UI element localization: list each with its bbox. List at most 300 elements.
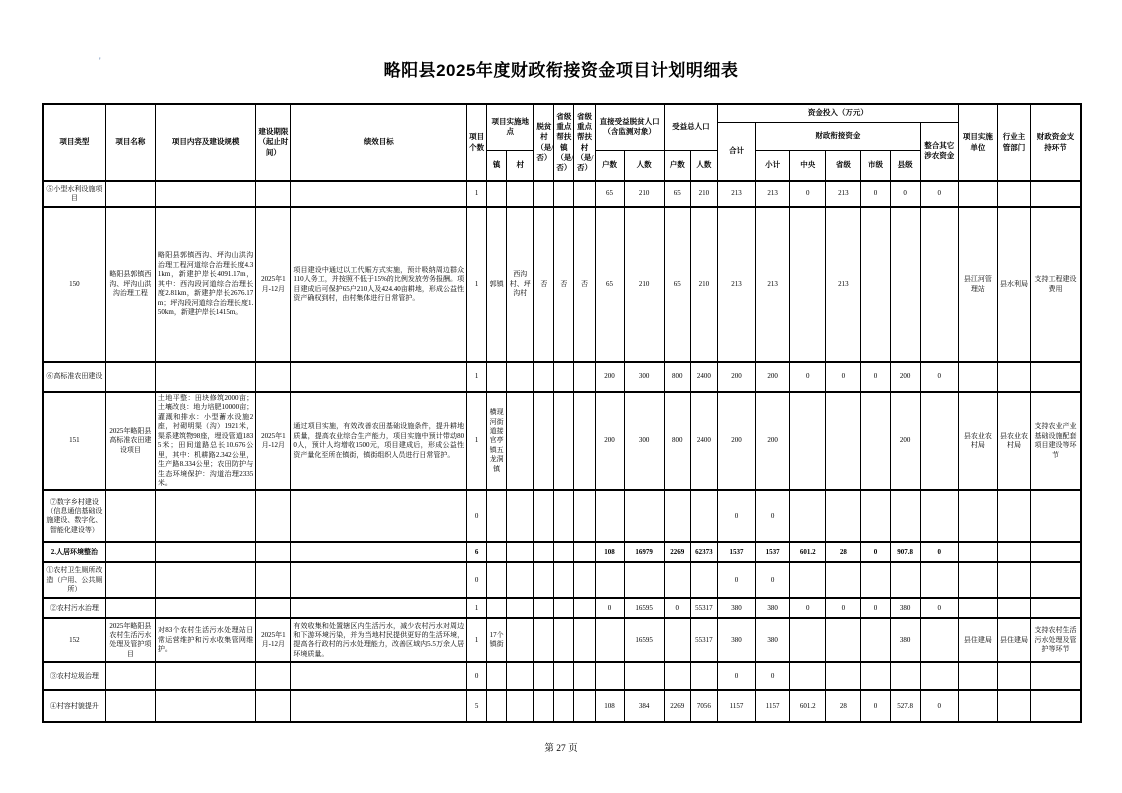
table-cell: 907.8 (890, 542, 920, 562)
table-cell (574, 618, 595, 662)
table-cell: 2025年1月-12月 (256, 392, 291, 490)
table-cell: 527.8 (890, 690, 920, 722)
table-cell (487, 362, 507, 392)
table-cell (534, 181, 554, 207)
table-cell (826, 392, 861, 490)
table-row (43, 618, 1081, 662)
table-cell (554, 618, 574, 662)
table-cell: 0 (861, 181, 890, 207)
table-cell (861, 662, 890, 690)
table-cell: 0 (826, 598, 861, 618)
table-cell (554, 562, 574, 598)
table-cell: 1537 (717, 542, 755, 562)
table-cell (997, 690, 1030, 722)
table-cell: 384 (624, 690, 664, 722)
table-cell: 县农业农村局 (958, 392, 997, 490)
table-cell: 200 (890, 362, 920, 392)
table-cell (790, 207, 826, 362)
table-row (43, 562, 1081, 598)
table-cell (554, 598, 574, 618)
table-cell (861, 392, 890, 490)
table-row (43, 392, 1081, 490)
col-header-direct-people: 人数 (624, 150, 664, 181)
table-cell (155, 662, 255, 690)
col-header-project-name: 项目名称 (105, 104, 155, 181)
table-cell: 213 (826, 207, 861, 362)
col-header-key-village: 省级重点帮扶村（是/否） (574, 104, 595, 181)
table-cell: 0 (467, 562, 487, 598)
table-cell: 200 (717, 362, 755, 392)
table-cell (826, 662, 861, 690)
col-header-dept: 行业主管部门 (997, 104, 1030, 181)
table-cell: 28 (826, 542, 861, 562)
table-cell (1031, 690, 1081, 722)
table-cell (595, 562, 624, 598)
table-cell (155, 542, 255, 562)
table-cell: 略阳县郭镇西沟、坪沟山洪沟治理工程 (105, 207, 155, 362)
table-cell (890, 662, 920, 690)
table-cell (291, 362, 467, 392)
table-row (43, 598, 1081, 618)
table-cell (790, 618, 826, 662)
table-cell (256, 362, 291, 392)
table-cell: 16979 (624, 542, 664, 562)
table-cell (958, 490, 997, 542)
table-cell (105, 598, 155, 618)
table-cell (487, 662, 507, 690)
table-cell: 200 (756, 362, 790, 392)
table-cell: 108 (595, 690, 624, 722)
table-cell: 0 (717, 562, 755, 598)
table-cell (507, 542, 534, 562)
table-cell: 380 (717, 598, 755, 618)
table-cell (790, 490, 826, 542)
table-cell (958, 542, 997, 562)
table-cell (487, 490, 507, 542)
table-cell: 16595 (624, 618, 664, 662)
table-cell (1031, 662, 1081, 690)
table-header (43, 104, 1081, 181)
table-cell: 16595 (624, 598, 664, 618)
table-cell (574, 362, 595, 392)
table-cell (1031, 598, 1081, 618)
table-cell: 0 (920, 181, 958, 207)
table-cell: 郭镇 (487, 207, 507, 362)
table-cell (534, 598, 554, 618)
col-header-support: 财政资金支持环节 (1031, 104, 1081, 181)
table-cell (574, 542, 595, 562)
table-cell (664, 562, 690, 598)
col-header-count: 项目个数 (467, 104, 487, 181)
table-cell (291, 662, 467, 690)
col-header-village: 村 (507, 150, 534, 181)
table-cell: 县住建局 (958, 618, 997, 662)
table-cell (105, 362, 155, 392)
table-cell (554, 690, 574, 722)
table-row (43, 207, 1081, 362)
table-cell: 0 (920, 362, 958, 392)
table-cell (997, 362, 1030, 392)
table-cell (826, 562, 861, 598)
table-cell: 0 (717, 662, 755, 690)
col-header-unit: 项目实施单位 (958, 104, 997, 181)
table-cell (1031, 362, 1081, 392)
table-cell: 否 (554, 207, 574, 362)
page-title: 略阳县2025年度财政衔接资金项目计划明细表 (383, 61, 739, 80)
col-header-total-households: 户数 (664, 150, 690, 181)
table-cell (507, 562, 534, 598)
table-cell: 0 (756, 562, 790, 598)
table-cell (155, 598, 255, 618)
table-cell (690, 562, 717, 598)
table-cell (997, 662, 1030, 690)
col-header-provincial: 省级 (826, 150, 861, 181)
table-cell (958, 362, 997, 392)
table-cell: 200 (595, 392, 624, 490)
table-cell: 1 (467, 362, 487, 392)
table-cell: 0 (595, 598, 624, 618)
table-cell (997, 598, 1030, 618)
table-cell: 380 (890, 598, 920, 618)
col-header-project-type: 项目类型 (43, 104, 105, 181)
table-cell: 213 (756, 207, 790, 362)
table-cell: 土地平整：田块修筑2000亩；土壤改良：地力培肥10000亩；灌溉和排水：小型蓄水设施2座，衬砌明渠（沟）1921米，渠系建筑物98座，埋设管道1835米；田间道路总长10.676公里，其中：机耕路2.342公里，生产路8.334公里；农田防护与生态环境保护：沟道治理2335米。 (155, 392, 255, 490)
table-cell (826, 618, 861, 662)
table-cell (554, 392, 574, 490)
table-cell: 0 (756, 662, 790, 690)
table-cell (574, 662, 595, 690)
table-cell (890, 562, 920, 598)
table-cell (997, 542, 1030, 562)
table-cell (890, 490, 920, 542)
col-header-county: 县级 (890, 150, 920, 181)
table-cell (595, 618, 624, 662)
table-cell (256, 490, 291, 542)
table-cell: 800 (664, 362, 690, 392)
table-cell: 项目建设中通过以工代赈方式实施，预计吸纳周边群众110人务工，并按照不低于15%的比例发放劳务报酬。项目建成后可保护65户210人及424.40亩耕地，形成公益性资产确权到村，由村集体进行日常管护。 (291, 207, 467, 362)
table-cell: 151 (43, 392, 105, 490)
table-cell: 2400 (690, 392, 717, 490)
table-cell: 1 (467, 618, 487, 662)
table-cell: 55317 (690, 598, 717, 618)
table-cell: 2400 (690, 362, 717, 392)
table-cell: 西沟村、坪沟村 (507, 207, 534, 362)
table-row (43, 542, 1081, 562)
table-cell (105, 181, 155, 207)
table-cell (291, 562, 467, 598)
table-cell: 5 (467, 690, 487, 722)
col-header-poverty-village: 脱贫村（是/否） (534, 104, 554, 181)
table-cell (256, 542, 291, 562)
table-cell: 否 (534, 207, 554, 362)
table-cell: 有效收集和处置辖区内生活污水，减少农村污水对周边和下游环境污染，并为当地村民提供更好的生活环境，提高各行政村的污水处理能力，改善区域内5.5万余人居环境质量。 (291, 618, 467, 662)
table-cell: 0 (920, 542, 958, 562)
table-row (43, 490, 1081, 542)
table-cell: 210 (624, 181, 664, 207)
table-cell: 0 (920, 690, 958, 722)
table-cell (291, 542, 467, 562)
table-cell: 县住建局 (997, 618, 1030, 662)
table-cell (507, 362, 534, 392)
table-cell: 300 (624, 362, 664, 392)
table-cell: 2025年略阳县农村生活污水处理及管护项目 (105, 618, 155, 662)
table-cell: 1 (467, 181, 487, 207)
table-cell: 108 (595, 542, 624, 562)
table-cell (554, 362, 574, 392)
table-cell (574, 562, 595, 598)
table-cell (920, 392, 958, 490)
table-cell (595, 490, 624, 542)
table-cell: 17个镇街 (487, 618, 507, 662)
table-row (43, 662, 1081, 690)
table-cell (105, 490, 155, 542)
table-cell: 1157 (717, 690, 755, 722)
table-cell (507, 662, 534, 690)
col-header-location: 项目实施地点 (487, 104, 534, 150)
col-header-central: 中央 (790, 150, 826, 181)
table-cell (291, 690, 467, 722)
table-cell (690, 490, 717, 542)
page-number: 第 27 页 (544, 744, 578, 754)
table-cell: 200 (717, 392, 755, 490)
table-cell: 2269 (664, 542, 690, 562)
table-cell: 200 (595, 362, 624, 392)
table-cell (534, 618, 554, 662)
col-header-linkage-fund: 财政衔接资金 (756, 122, 921, 150)
col-header-period: 建设期限（起止时间） (256, 104, 291, 181)
table-cell: 28 (826, 690, 861, 722)
table-cell (487, 598, 507, 618)
table-cell (507, 392, 534, 490)
table-cell: ④村容村貌提升 (43, 690, 105, 722)
table-cell (534, 362, 554, 392)
table-cell: 800 (664, 392, 690, 490)
table-cell: 支持农业产业基础设施配套项目建设等环节 (1031, 392, 1081, 490)
table-cell: 1 (467, 598, 487, 618)
table-cell (534, 392, 554, 490)
table-cell (958, 562, 997, 598)
table-cell: 0 (664, 598, 690, 618)
table-cell: 通过项目实施，有效改善农田基础设施条件，提升耕地质量，提高农业综合生产能力，项目实施中预计带动800人，预计人均增收1500元，项目建成后，形成公益性资产量化至所在镇街，镇街组织人员进行日常管护。 (291, 392, 467, 490)
table-cell (534, 490, 554, 542)
table-cell: 200 (890, 392, 920, 490)
table-cell: 2025年1月-12月 (256, 207, 291, 362)
table-cell (958, 598, 997, 618)
table-cell (861, 562, 890, 598)
table-cell: 7056 (690, 690, 717, 722)
table-cell (574, 598, 595, 618)
table-cell (664, 618, 690, 662)
table-cell (624, 490, 664, 542)
table-cell: 2025年1月-12月 (256, 618, 291, 662)
table-cell: 0 (790, 362, 826, 392)
table-cell (105, 542, 155, 562)
table-cell (958, 662, 997, 690)
table-cell: 213 (717, 181, 755, 207)
table-cell: 0 (790, 181, 826, 207)
table-cell: 200 (756, 392, 790, 490)
table-cell: 213 (756, 181, 790, 207)
table-cell: ⑦数字乡村建设（信息通信基础设施建设、数字化、智能化建设等） (43, 490, 105, 542)
table-cell (920, 562, 958, 598)
table-cell: 0 (790, 598, 826, 618)
table-cell: 横现河街道接官亭镇五龙洞镇 (487, 392, 507, 490)
col-header-goal: 绩效目标 (291, 104, 467, 181)
table-cell (574, 490, 595, 542)
table-cell (920, 490, 958, 542)
table-cell (155, 562, 255, 598)
table-cell: 1 (467, 207, 487, 362)
table-cell: 210 (690, 207, 717, 362)
table-cell (554, 181, 574, 207)
table-cell (790, 392, 826, 490)
table-cell: 县农业农村局 (997, 392, 1030, 490)
table-cell: 601.2 (790, 542, 826, 562)
table-cell (256, 662, 291, 690)
table-row (43, 690, 1081, 722)
table-cell: 380 (890, 618, 920, 662)
table-cell (256, 598, 291, 618)
table-cell (1031, 562, 1081, 598)
table-cell: ③农村垃圾治理 (43, 662, 105, 690)
table-body (43, 181, 1081, 722)
table-cell: 601.2 (790, 690, 826, 722)
col-header-town: 镇 (487, 150, 507, 181)
table-cell (507, 598, 534, 618)
table-cell: 65 (664, 181, 690, 207)
table-cell: 152 (43, 618, 105, 662)
table-cell (790, 562, 826, 598)
table-cell (624, 562, 664, 598)
table-cell (291, 598, 467, 618)
table-cell (664, 490, 690, 542)
table-cell (958, 181, 997, 207)
col-header-content-scale: 项目内容及建设规模 (155, 104, 255, 181)
table-cell (487, 181, 507, 207)
table-cell (997, 490, 1030, 542)
table-cell: 县水利局 (997, 207, 1030, 362)
project-plan-table (42, 103, 1082, 723)
table-cell (997, 562, 1030, 598)
table-cell (554, 490, 574, 542)
table-cell: 62373 (690, 542, 717, 562)
stray-mark: ' (99, 56, 101, 66)
table-cell: ①农村卫生厕所改造（户用、公共厕所） (43, 562, 105, 598)
table-cell: 65 (664, 207, 690, 362)
table-cell (861, 490, 890, 542)
col-header-direct-households: 户数 (595, 150, 624, 181)
table-cell (1031, 181, 1081, 207)
table-cell (507, 618, 534, 662)
table-cell: 1 (467, 392, 487, 490)
table-cell: 2.人居环境整治 (43, 542, 105, 562)
table-cell (507, 690, 534, 722)
table-cell (507, 490, 534, 542)
table-cell: 0 (861, 362, 890, 392)
table-cell (1031, 542, 1081, 562)
table-cell: 0 (861, 690, 890, 722)
table-cell: 2025年略阳县高标准农田建设项目 (105, 392, 155, 490)
table-cell: 6 (467, 542, 487, 562)
table-cell: ⑥高标准农田建设 (43, 362, 105, 392)
table-cell: 1157 (756, 690, 790, 722)
table-cell: 0 (467, 662, 487, 690)
table-cell (487, 562, 507, 598)
table-cell (595, 662, 624, 690)
table-cell (890, 207, 920, 362)
table-cell: 0 (756, 490, 790, 542)
table-cell: 213 (717, 207, 755, 362)
table-cell (574, 392, 595, 490)
table-cell: 213 (826, 181, 861, 207)
table-cell (487, 690, 507, 722)
table-cell: 县江河管理站 (958, 207, 997, 362)
col-header-key-town: 省级重点帮扶镇（是/否） (554, 104, 574, 181)
table-cell (105, 662, 155, 690)
table-cell (920, 662, 958, 690)
table-cell (534, 542, 554, 562)
table-cell (664, 662, 690, 690)
table-cell (534, 662, 554, 690)
col-header-total-people: 人数 (690, 150, 717, 181)
table-cell (574, 181, 595, 207)
table-cell (534, 562, 554, 598)
table-cell: 55317 (690, 618, 717, 662)
table-cell (690, 662, 717, 690)
table-cell: 210 (624, 207, 664, 362)
table-cell (997, 181, 1030, 207)
table-cell (920, 207, 958, 362)
table-cell: 否 (574, 207, 595, 362)
table-cell (1031, 490, 1081, 542)
col-header-direct-pop: 直接受益脱贫人口（含监测对象） (595, 104, 664, 150)
table-cell: 380 (756, 618, 790, 662)
table-cell (624, 662, 664, 690)
table-cell (256, 690, 291, 722)
col-header-integrated: 整合其它涉农资金 (920, 122, 958, 181)
table-cell: 380 (717, 618, 755, 662)
table-cell (534, 690, 554, 722)
table-cell: 1537 (756, 542, 790, 562)
table-cell: 0 (890, 181, 920, 207)
table-cell: 0 (467, 490, 487, 542)
table-cell (554, 542, 574, 562)
table-cell (155, 362, 255, 392)
table-cell: 300 (624, 392, 664, 490)
table-cell (291, 490, 467, 542)
table-cell: 150 (43, 207, 105, 362)
table-cell: 0 (826, 362, 861, 392)
table-cell (554, 662, 574, 690)
table-cell (958, 690, 997, 722)
table-cell: 65 (595, 181, 624, 207)
table-cell: ②农村污水治理 (43, 598, 105, 618)
col-header-total-pop: 受益总人口 (664, 104, 717, 150)
col-header-fund: 资金投入（万元） (717, 104, 958, 122)
table-row (43, 181, 1081, 207)
table-cell (861, 618, 890, 662)
table-cell (155, 690, 255, 722)
table-cell (155, 181, 255, 207)
table-cell (790, 662, 826, 690)
table-cell: 210 (690, 181, 717, 207)
table-cell (487, 542, 507, 562)
table-cell (105, 690, 155, 722)
table-cell: 380 (756, 598, 790, 618)
table-cell (105, 562, 155, 598)
col-header-subtotal: 小计 (756, 150, 790, 181)
table-cell: ⑤小型水利设施项目 (43, 181, 105, 207)
